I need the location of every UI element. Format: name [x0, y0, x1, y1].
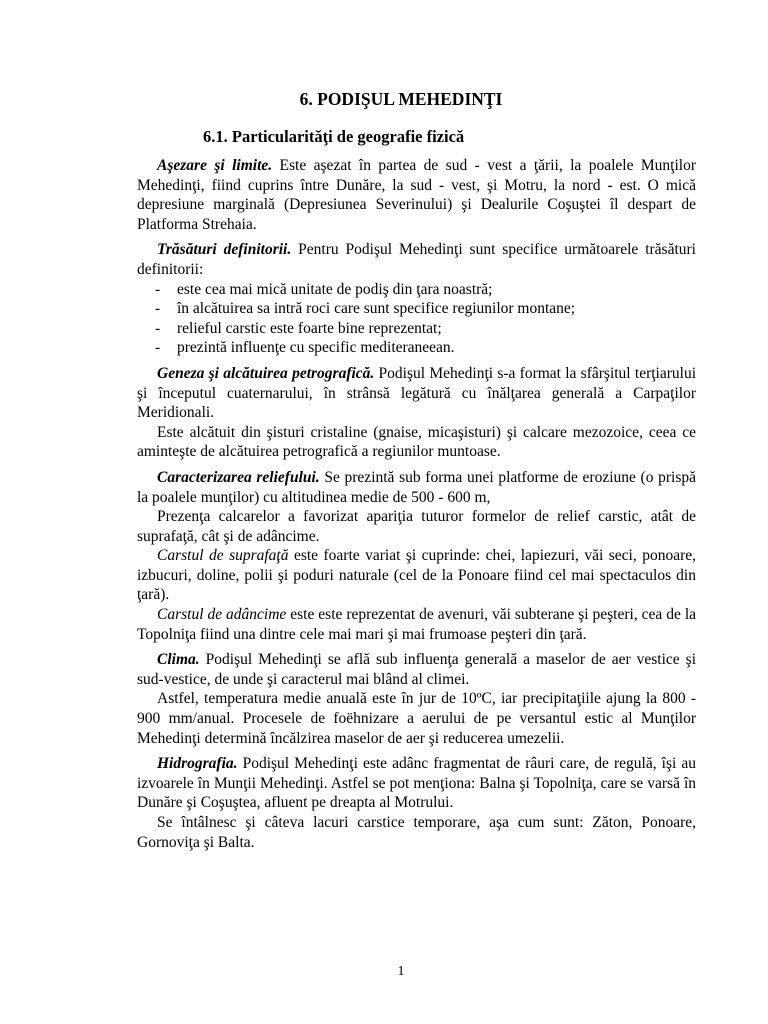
- text-asezare: Este aşezat în partea de sud - vest a ţării, la poalele Munţilor Mehedinţi, fiind cuprins între Dunăre, la sud - vest, şi Motru, la nord - est. O mică depresiune marginală (Depresiunea Severinului) şi Dealurile Coşuştei îl despart de Platforma Strehaia.: [137, 157, 696, 233]
- paragraph-carst-suprafata: [137, 546, 696, 605]
- heading-asezare: Aşezare şi limite.: [157, 157, 273, 174]
- paragraph-relief-2: Prezenţa calcarelor a favorizat apariţia tuturor formelor de relief carstic, atât de suprafaţă, cât şi de adâncime.: [137, 508, 696, 545]
- paragraph-hidrografia: [137, 754, 696, 813]
- page-number: 1: [397, 964, 405, 979]
- list-item: - prezintă influenţe cu specific mediteraneean.: [155, 338, 696, 358]
- trasaturi-list: [137, 280, 696, 358]
- paragraph-geneza-2: Este alcătuit din şisturi cristaline (gnaise, micaşisturi) şi calcare mezozoice, ceea ce aminteşte de alcătuirea petrografică a regiunilor muntoase.: [137, 423, 696, 461]
- paragraph-clima-2: Astfel, temperatura medie anuală este în jur de 10ºC, iar precipitaţiile ajung la 800 - 900 mm/anual. Procesele de foëhnizare a aerului de pe versantul estic al Munţilor Mehedinţi determină încălzirea maselor de aer şi reducerea umezelii.: [137, 690, 696, 747]
- list-item: - este cea mai mică unitate de podiş din ţara noastră;: [155, 280, 696, 300]
- paragraph-clima: [137, 650, 696, 689]
- text-trasaturi: Pentru Podişul Mehedinţi sunt specifice următoarele trăsături definitorii:: [137, 241, 696, 278]
- label-carst-adancime: Carstul de adâncime: [157, 606, 287, 624]
- text-carst-suprafata: este foarte variat şi cuprinde: chei, lapiezuri, văi seci, ponoare, izbucuri, doline, polii şi poduri naturale (cel de la Ponoare fiind cel mai spectaculos din ţară).: [137, 547, 696, 604]
- paragraph-relief: [137, 468, 696, 507]
- paragraph-hidrografia-2: Se întâlnesc şi câteva lacuri carstice temporare, aşa cum sunt: Zăton, Ponoare, Gornoviţa şi Balta.: [137, 814, 696, 851]
- text-geneza: Podişul Mehedinţi s-a format la sfârşitul terţiarului şi începutul cuaternarului, în strânsă legătură cu înălţarea generală a Carpaţilor Meridionali.: [137, 364, 696, 422]
- heading-clima: Clima.: [157, 651, 200, 669]
- heading-geneza: Geneza şi alcătuirea petrografică.: [157, 364, 375, 382]
- paragraph-asezare: [137, 156, 696, 234]
- text-carst-adancime: este este reprezentat de avenuri, văi subterane şi peşteri, cea de la Topolniţa fiind una dintre cele mai mari şi mai frumoase peşteri din ţară.: [137, 606, 697, 643]
- paragraph-trasaturi: [137, 240, 696, 279]
- page-title: 6. PODIŞUL MEHEDINŢI: [299, 89, 503, 109]
- document-body: [137, 156, 696, 852]
- heading-hidrografia: Hidrografia.: [157, 755, 238, 773]
- heading-trasaturi: Trăsături definitorii.: [157, 241, 292, 259]
- text-clima: Podişul Mehedinţi se află sub influenţa generală a maselor de aer vestice şi sud-vestice, de unde şi caracterul mai blând al climei.: [137, 651, 696, 688]
- heading-relief: Caracterizarea reliefului.: [157, 468, 320, 486]
- label-carst-suprafata: Carstul de suprafaţă: [157, 547, 289, 565]
- text-relief: Se prezintă sub forma unei platforme de eroziune (o prispă la poalele munţilor) cu altitudinea medie de 500 - 600 m,: [137, 468, 697, 506]
- paragraph-geneza: [137, 364, 696, 423]
- paragraph-carst-adancime: [137, 605, 696, 644]
- section-subtitle: 6.1. Particularităţi de geografie fizică: [203, 127, 465, 146]
- list-item: - în alcătuirea sa intră roci care sunt specifice regiunilor montane;: [155, 299, 696, 319]
- text-hidrografia: Podişul Mehedinţi este adânc fragmentat de râuri care, de regulă, îşi au izvoarele în Munţii Mehedinţi. Astfel se pot menţiona: Balna şi Topolniţa, care se varsă în Dunăre şi Coşuştea, afluent pe dreapta al Motrului.: [137, 755, 696, 812]
- list-item: - relieful carstic este foarte bine reprezentat;: [155, 319, 696, 339]
